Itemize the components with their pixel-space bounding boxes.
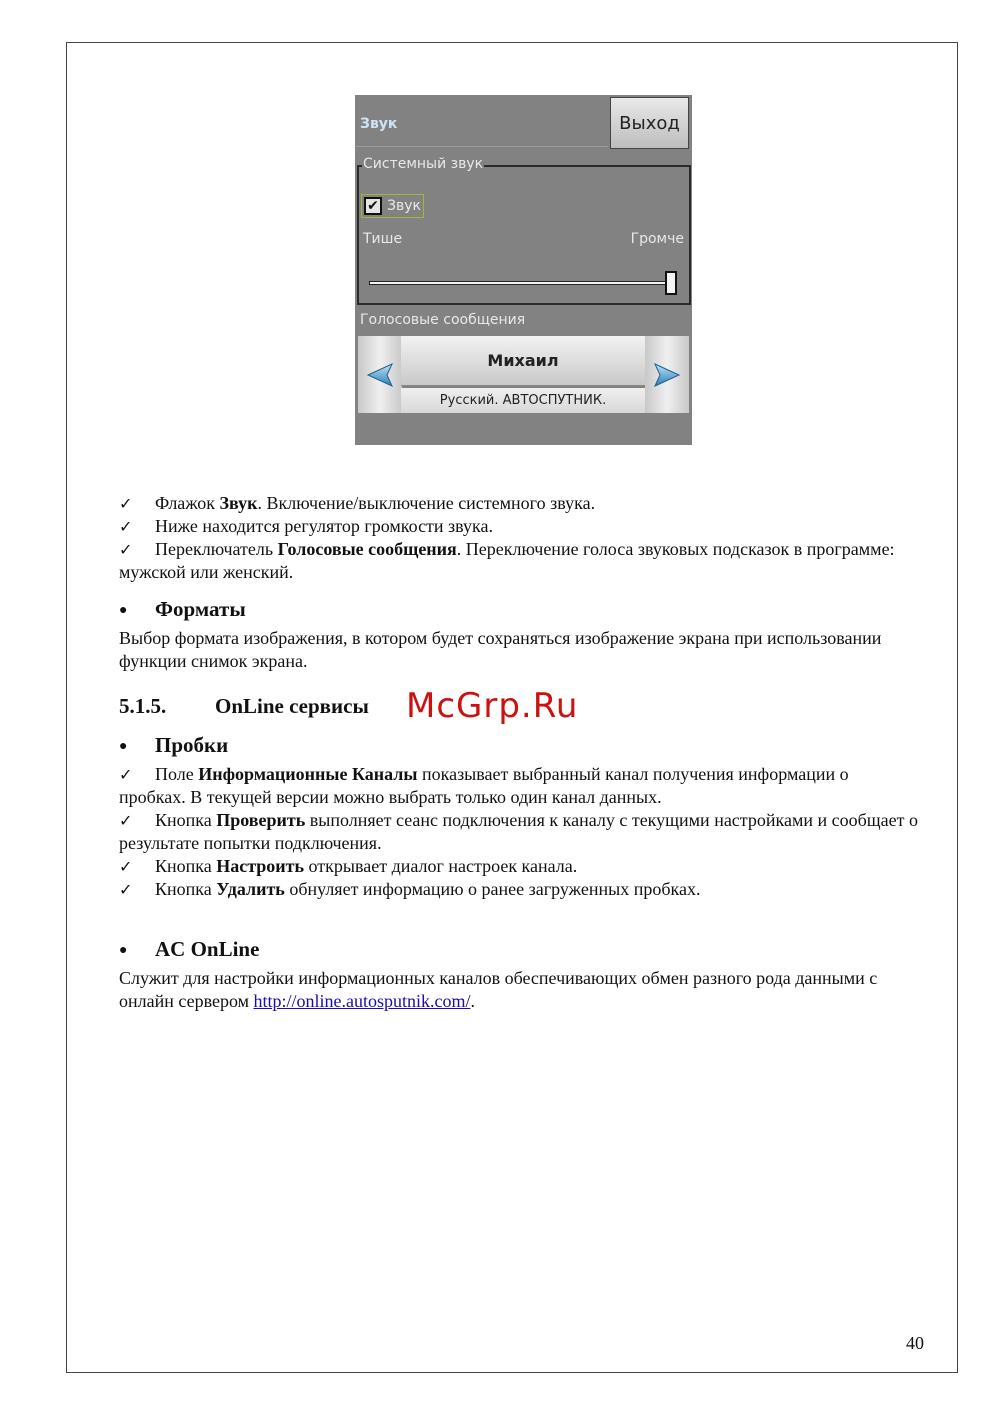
- bullet-icon: ●: [119, 943, 128, 959]
- list-item: ✓ Кнопка Удалить обнуляет информацию о ранее загруженных пробках.: [119, 879, 701, 899]
- list-item: ✓ Флажок Звук. Включение/выключение системного звука.: [119, 493, 596, 513]
- volume-slider-thumb[interactable]: [665, 271, 677, 295]
- traffic-list: [119, 763, 919, 901]
- list-item: ✓ Кнопка Проверить выполняет сеанс подключения к каналу с текущими настройками и сообщает о результате попытки подключения.: [119, 810, 918, 853]
- checkmark-icon: ✓: [119, 517, 133, 536]
- formats-text: Выбор формата изображения, в котором будет сохраняться изображение экрана при использовании функции снимок экрана.: [119, 628, 882, 671]
- page-number: 40: [906, 1333, 924, 1353]
- system-sound-legend: Системный звук: [363, 156, 484, 172]
- section-heading: 5.1.5. OnLine сервисы: [119, 694, 369, 718]
- autosputnik-link[interactable]: http://online.autosputnik.com/: [253, 991, 471, 1011]
- aconline-heading: ● AC OnLine: [119, 937, 260, 961]
- checkmark-icon: ✓: [119, 540, 133, 559]
- list-item: ✓ Переключатель Голосовые сообщения. Переключение голоса звуковых подсказок в программе: мужской или женский.: [119, 539, 895, 582]
- bullet-icon: ●: [119, 603, 128, 619]
- quieter-label: Тише: [363, 231, 403, 247]
- checkmark-icon: ✓: [119, 880, 133, 899]
- checkmark-icon: ✓: [119, 765, 133, 784]
- watermark: McGrp.Ru: [406, 686, 579, 726]
- louder-label: Громче: [630, 231, 684, 247]
- arrow-right-icon: [652, 360, 682, 390]
- next-voice-button[interactable]: [645, 336, 689, 413]
- voice-description: Русский. АВТОСПУТНИК.: [401, 388, 645, 413]
- sound-checkbox-label: Звук: [387, 198, 421, 214]
- title-divider: [355, 146, 608, 147]
- sound-checkbox[interactable]: [361, 194, 424, 218]
- checkmark-icon: ✓: [119, 811, 133, 830]
- formats-heading: ● Форматы: [119, 597, 246, 621]
- exit-button[interactable]: Выход: [610, 97, 689, 149]
- aconline-text: Служит для настройки информационных каналов обеспечивающих обмен разного рода данными с онлайн сервером http://online.autosputnik.com/.: [119, 968, 878, 1011]
- voice-messages-label: Голосовые сообщения: [360, 312, 526, 328]
- volume-slider[interactable]: [369, 281, 674, 285]
- sound-options-list: [119, 492, 919, 584]
- list-item: ✓ Кнопка Настроить открывает диалог настроек канала.: [119, 856, 578, 876]
- bullet-icon: ●: [119, 739, 128, 755]
- checkmark-icon: ✓: [119, 494, 133, 513]
- sound-settings-screenshot: [355, 95, 692, 445]
- list-item: ✓ Поле Информационные Каналы показывает выбранный канал получения информации о пробках. В текущей версии можно выбрать только один канал данных.: [119, 764, 849, 807]
- voice-name: Михаил: [401, 336, 645, 386]
- screen-title: Звук: [360, 116, 398, 132]
- checkmark-icon: ✓: [119, 857, 133, 876]
- arrow-left-icon: [365, 360, 395, 390]
- traffic-heading: ● Пробки: [119, 733, 229, 757]
- previous-voice-button[interactable]: [358, 336, 402, 413]
- checkmark-icon: ✔: [364, 197, 382, 215]
- list-item: ✓ Ниже находится регулятор громкости звука.: [119, 516, 494, 536]
